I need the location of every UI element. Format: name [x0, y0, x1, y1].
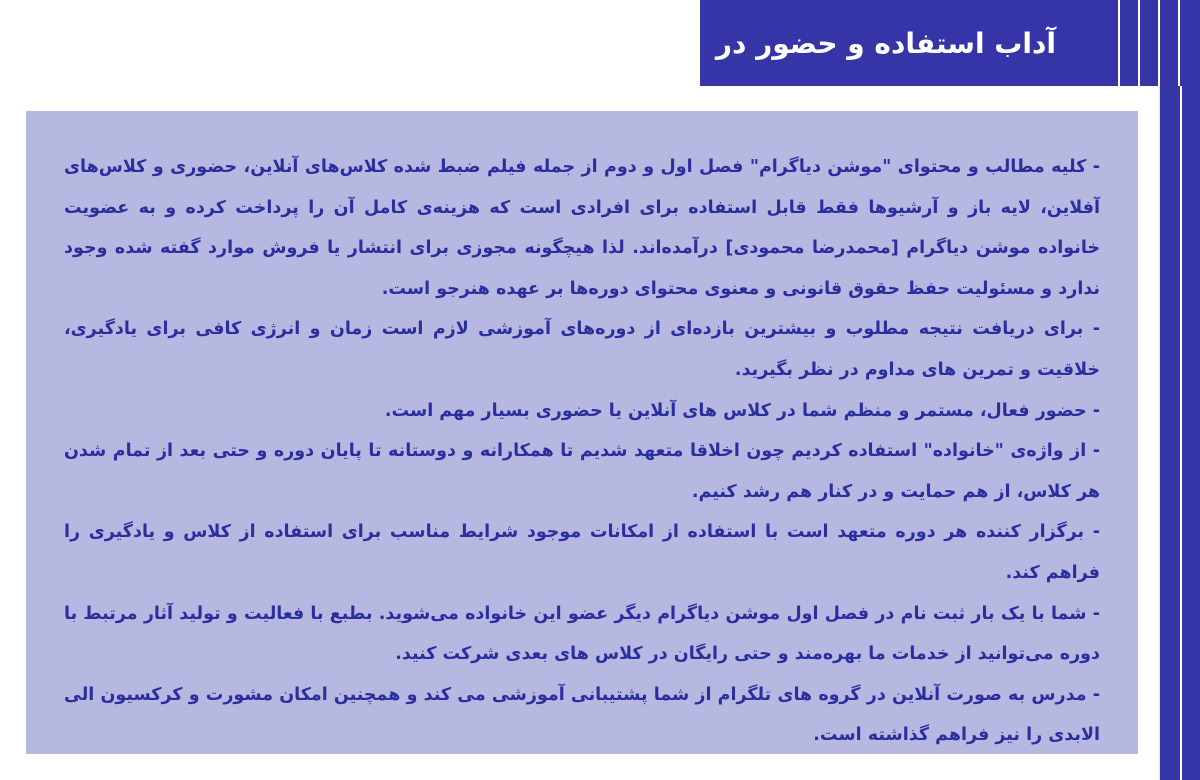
rule-paragraph: - برگزار کننده هر دوره متعهد است با استفاده از امکانات موجود شرایط مناسب برای استفاده از کلاس و یادگیری را فراهم کند. — [64, 522, 1100, 583]
title-banner — [700, 0, 1078, 86]
sheet-divider — [1178, 0, 1180, 86]
rule-paragraph: - شما با یک بار ثبت نام در فصل اول موشن دیاگرام دیگر عضو این خانواده می‌شوید. بطبع با فعالیت و تولید آثار مرتبط با دوره می‌توانید از خدمات ما بهره‌مند و حتی رایگان در کلاس های بعدی شرکت کنید. — [64, 603, 1100, 665]
rule-paragraph: - از واژه‌ی "خانواده" استفاده کردیم چون اخلاقا متعهد شدیم تا همکارانه و دوستانه تا پایان دوره و حتی بعد از تمام شدن هر کلاس، از هم حمایت و در کنار هم رشد کنیم. — [64, 441, 1100, 502]
rules-text — [64, 147, 1100, 756]
rule-paragraph: - برای دریافت نتیجه مطلوب و بیشترین بازده‌ای از دوره‌های آموزشی لازم است زمان و انرژی کافی برای یادگیری، خلاقیت و تمرین های مداوم در نظر بگیرید. — [64, 319, 1100, 380]
rule-paragraph: - کلیه مطالب و محتوای "موشن دیاگرام" فصل اول و دوم از جمله فیلم ضبط شده کلاس‌های آنلاین، حضوری و کلاس‌های آفلاین، لایه باز و آرشیوها فقط قابل استفاده برای افرادی است که هزینه‌ی کامل آن را پرداخت کرده و به عضویت خانواده موشن دیاگرام [محمدرضا محمودی] درآمده‌اند. لذا هیچگونه مجوزی برای انتشار یا فروش موارد گفته شده وجود ندارد و مسئولیت حفظ حقوق قانونی و معنوی محتوای دوره‌ها بر عهده هنرجو است. — [64, 157, 1100, 299]
sheet-divider — [1138, 0, 1140, 86]
rules-panel — [26, 111, 1138, 754]
rule-paragraph: - حضور فعال، مستمر و منظم شما در کلاس های آنلاین یا حضوری بسیار مهم است. — [384, 400, 1100, 421]
sheet-divider — [1118, 0, 1120, 86]
sheet-divider — [1158, 0, 1160, 86]
page-title: آداب استفاده و حضور در — [715, 26, 1056, 60]
sheet-edge — [1180, 86, 1182, 780]
rule-paragraph: - مدرس به صورت آنلاین در گروه های تلگرام از شما پشتیبانی آموزشی می کند و همچنین امکان مشورت و کرکسیون الی الابدی را نیز فراهم گذاشته است. — [64, 684, 1100, 746]
